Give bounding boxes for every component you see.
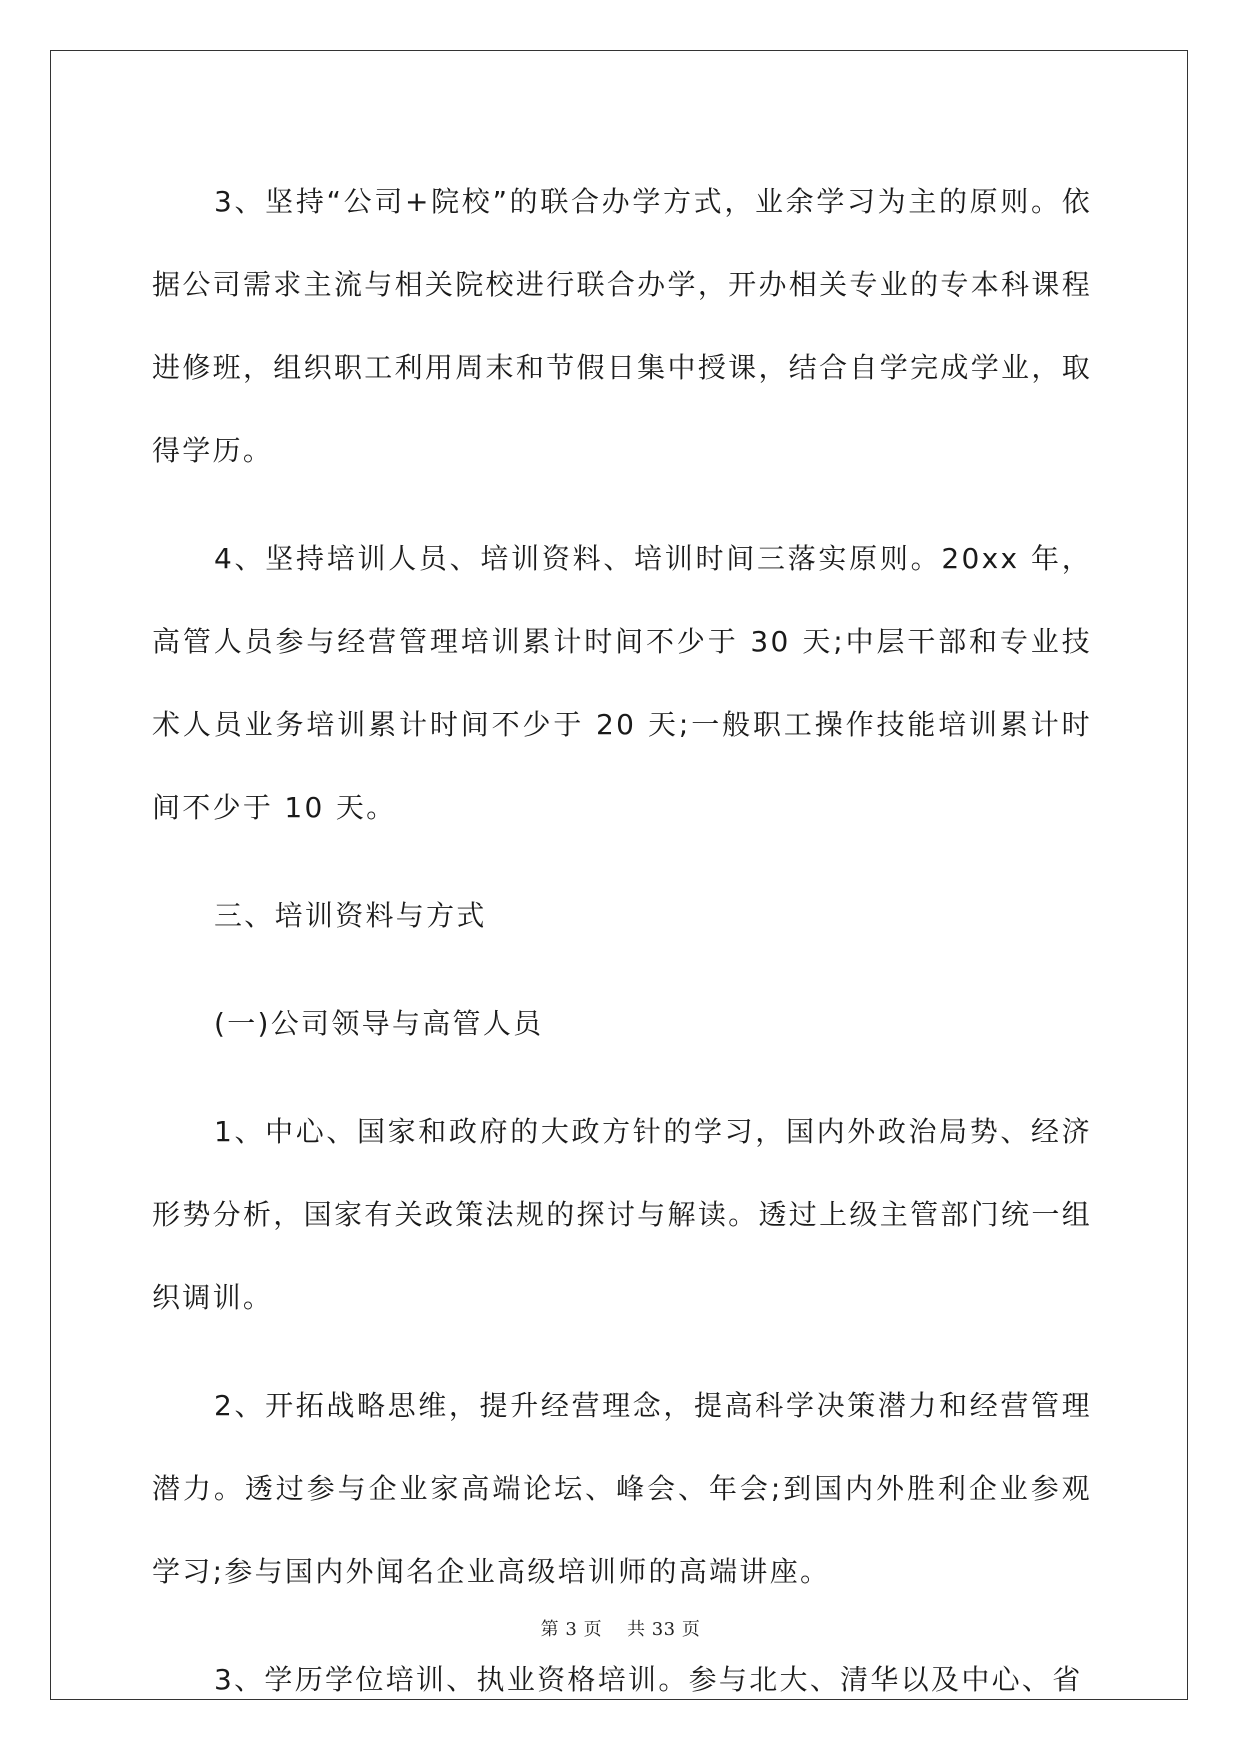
paragraph-item-2: 2、开拓战略思维，提升经营理念，提高科学决策潜力和经营管理潜力。透过参与企业家高端论坛、峰会、年会;到国内外胜利企业参观学习;参与国内外闻名企业高级培训师的高端讲座。 xyxy=(152,1389,1092,1588)
document-body xyxy=(152,160,1092,1746)
paragraph-principle-3: 3、坚持“公司+院校”的联合办学方式，业余学习为主的原则。依据公司需求主流与相关院校进行联合办学，开办相关专业的专本科课程进修班，组织职工利用周末和节假日集中授课，结合自学完成学业，取得学历。 xyxy=(152,185,1092,467)
page-footer xyxy=(0,1615,1241,1641)
page-number: 第 3 页 xyxy=(540,1619,603,1640)
subsection-heading-leaders: (一)公司领导与高管人员 xyxy=(214,1007,544,1040)
section-heading-training-content: 三、培训资料与方式 xyxy=(214,899,487,932)
paragraph-item-1: 1、中心、国家和政府的大政方针的学习，国内外政治局势、经济形势分析，国家有关政策法规的探讨与解读。透过上级主管部门统一组织调训。 xyxy=(152,1115,1092,1314)
page-total: 共 33 页 xyxy=(626,1619,701,1640)
paragraph-principle-4: 4、坚持培训人员、培训资料、培训时间三落实原则。20xx 年，高管人员参与经营管理培训累计时间不少于 30 天;中层干部和专业技术人员业务培训累计时间不少于 20 天;一般职工操作技能培训累计时间不少于 10 天。 xyxy=(152,542,1092,824)
paragraph-item-3: 3、学历学位培训、执业资格培训。参与北大、清华以及中心、省 xyxy=(214,1663,1083,1696)
